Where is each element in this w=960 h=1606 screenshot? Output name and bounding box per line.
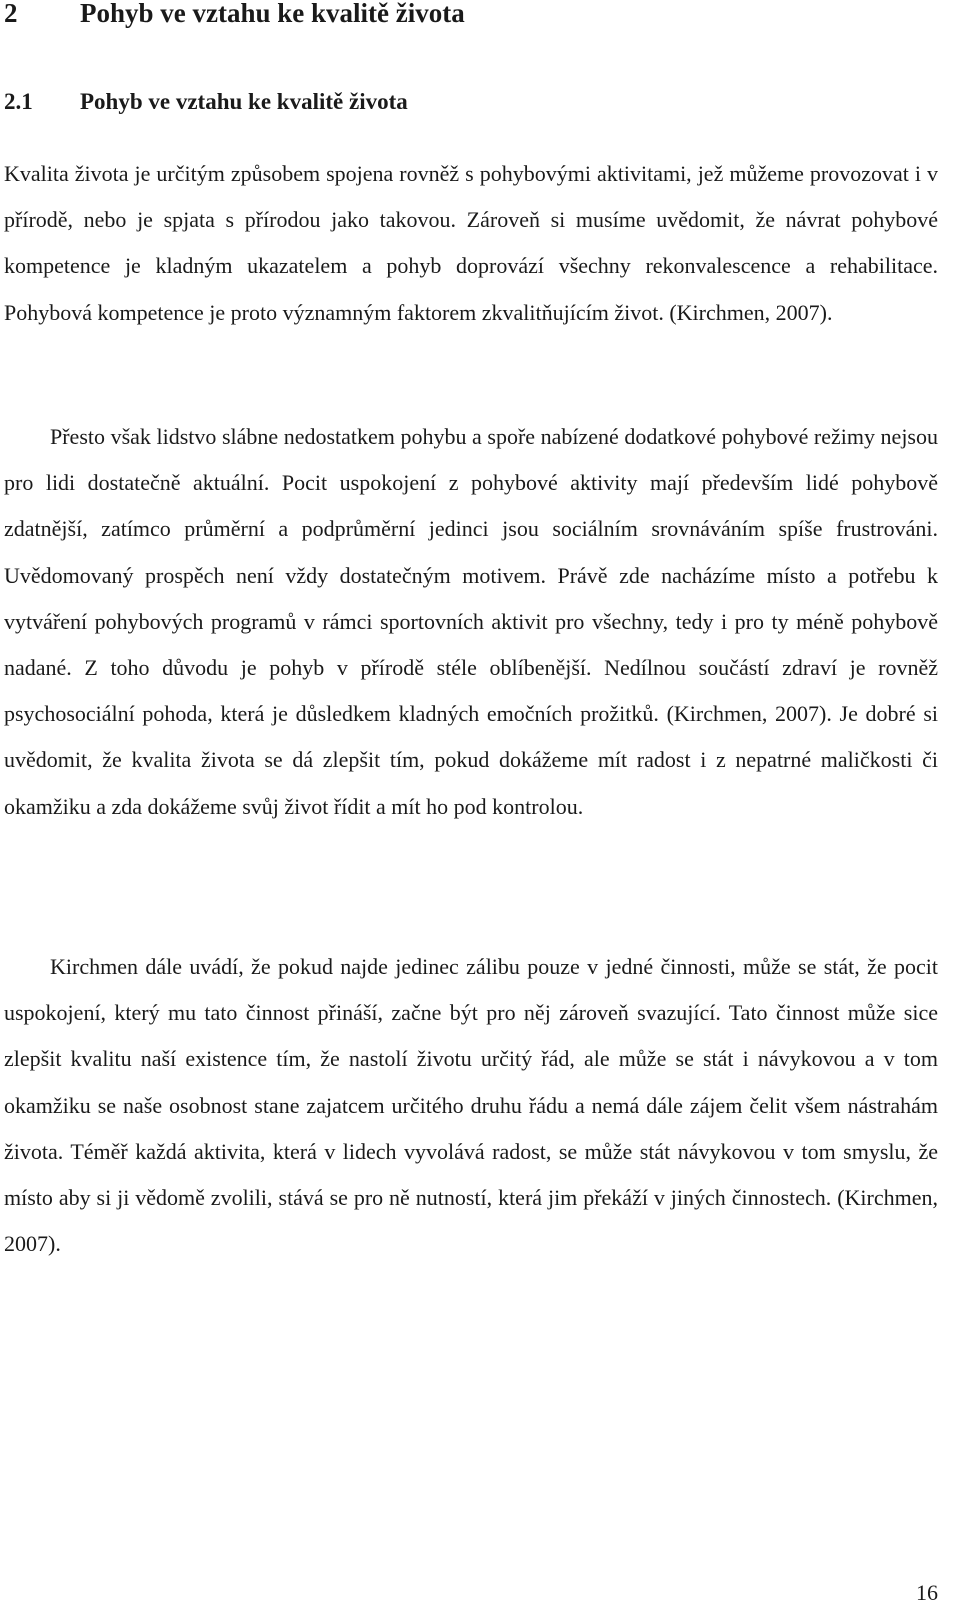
section-heading [4, 87, 408, 117]
chapter-number: 2 [4, 0, 18, 28]
paragraph-3: Kirchmen dále uvádí, že pokud najde jedinec zálibu pouze v jedné činnosti, může se stát, že pocit uspokojení, který mu tato činnost přináší, začne být pro něj zároveň svazující. Tato činnost může sice zlepšit kvalitu naší existence tím, že nastolí životu určitý řád, ale může se stát i návykovou a v tom okamžiku se naše osobnost stane zajatcem určitého druhu řádu a nemá dále zájem čelit všem nástrahám života. Téměř každá aktivita, která v lidech vyvolává radost, se může stát návykovou v tom smyslu, že místo aby si ji vědomě zvolili, stává se pro ně nutností, která jim překáží v jiných činnostech. (Kirchmen, 2007). [4, 954, 938, 1257]
paragraph-1: Kvalita života je určitým způsobem spojena rovněž s pohybovými aktivitami, jež můžeme provozovat i v přírodě, nebo je spjata s přírodou jako takovou. Zároveň si musíme uvědomit, že návrat pohybové kompetence je kladným ukazatelem a pohyb doprovází všechny rekonvalescence a rehabilitace. Pohybová kompetence je proto významným faktorem zkvalitňujícím život. (Kirchmen, 2007). [4, 161, 938, 325]
chapter-title: Pohyb ve vztahu ke kvalitě života [80, 0, 465, 28]
paragraph-2: Přesto však lidstvo slábne nedostatkem pohybu a spoře nabízené dodatkové pohybové režimy nejsou pro lidi dostatečně aktuální. Pocit uspokojení z pohybové aktivity mají především lidé pohybově zdatnější, zatímco průměrní a podprůměrní jedinci jsou sociálním srovnáváním spíše frustrováni. Uvědomovaný prospěch není vždy dostatečným motivem. Právě zde nacházíme místo a potřebu k vytváření pohybových programů v rámci sportovních aktivit pro všechny, tedy i pro ty méně pohybově nadané. Z toho důvodu je pohyb v přírodě stéle oblíbenější. Nedílnou součástí zdraví je rovněž psychosociální pohoda, která je důsledkem kladných emočních prožitků. (Kirchmen, 2007). Je dobré si uvědomit, že kvalita života se dá zlepšit tím, pokud dokážeme mít radost i z nepatrné maličkosti či okamžiku a zda dokážeme svůj život řídit a mít ho pod kontrolou. [4, 424, 938, 819]
section-number: 2.1 [4, 89, 33, 114]
page-number: 16 [916, 1580, 938, 1605]
section-title: Pohyb ve vztahu ke kvalitě života [80, 89, 408, 114]
chapter-heading [4, 0, 465, 30]
